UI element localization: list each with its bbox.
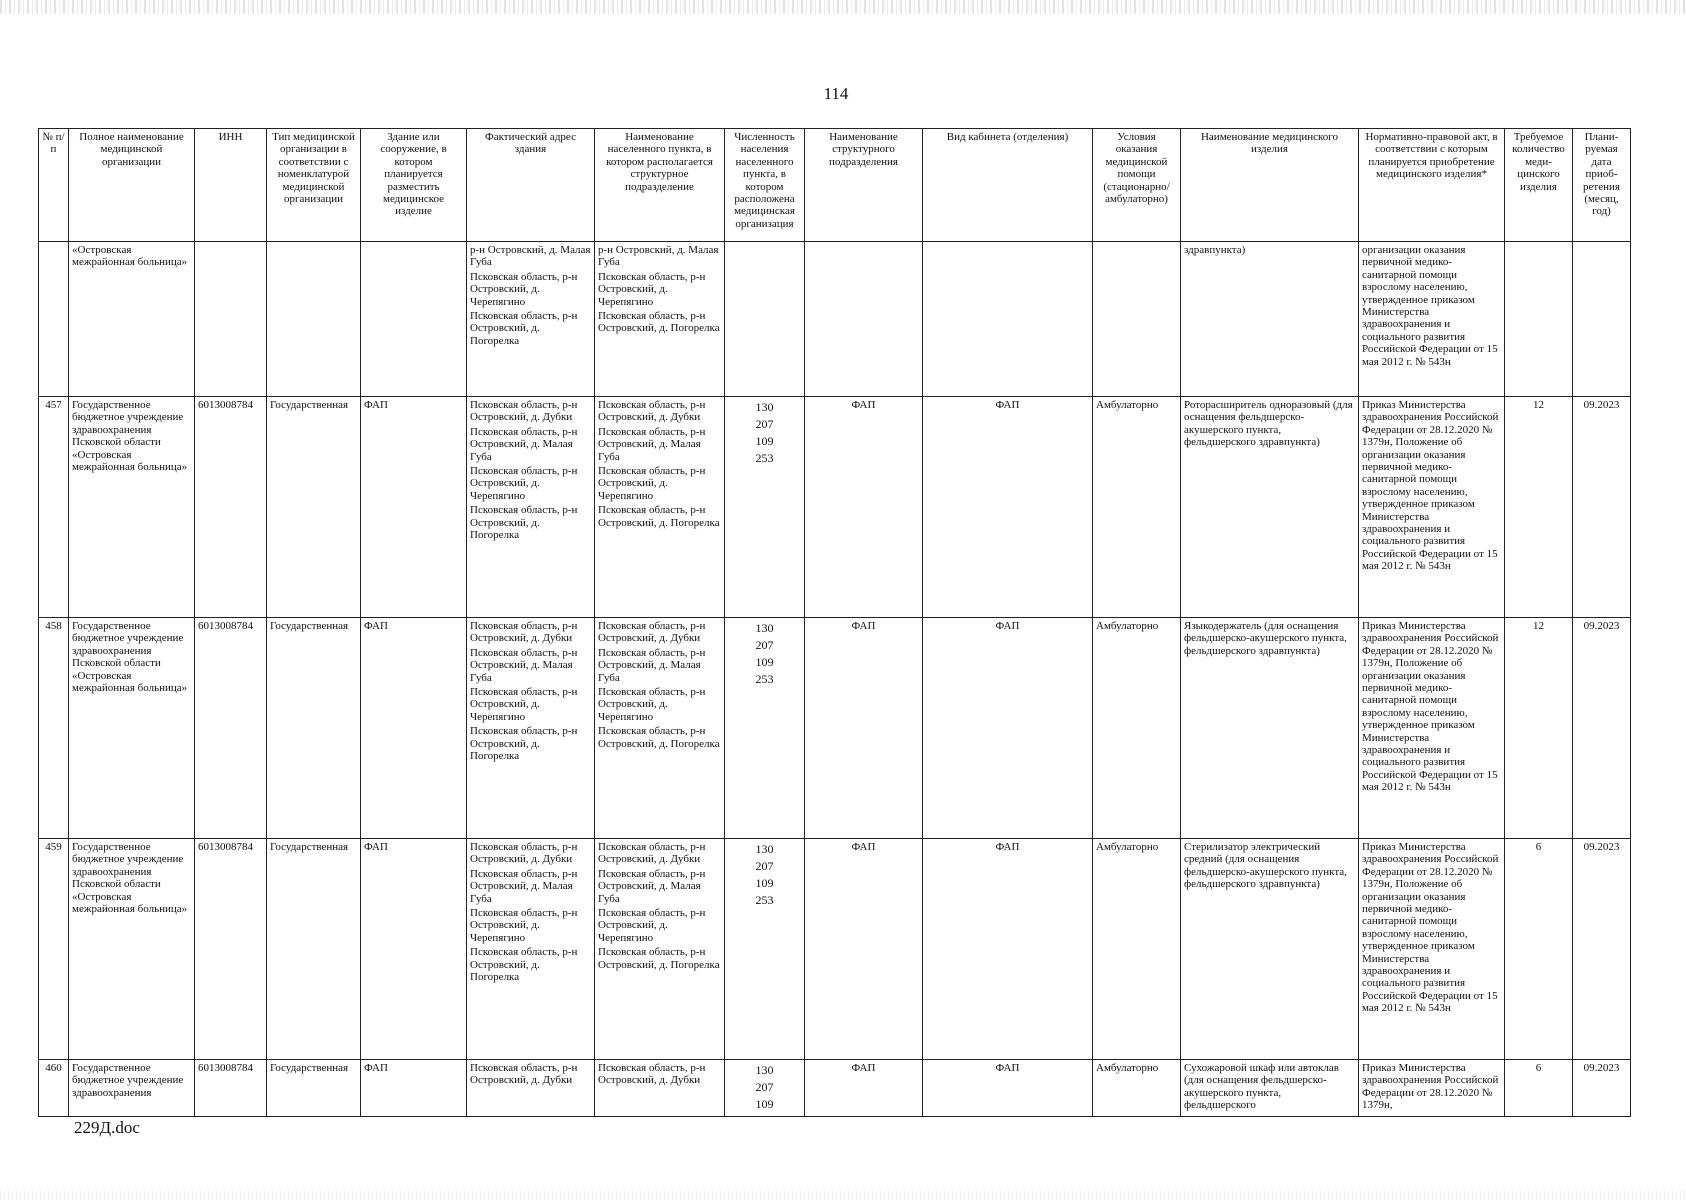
population-value: 109 [755,434,774,448]
settlement-line: Псковская область, р-н Островский, д. Погорелка [598,725,720,750]
address-line: Псковская область, р-н Островский, д. Малая Губа [470,867,578,905]
cell-act: организации оказания первичной медико-санитарной помощи взрослому населению, утвержденное приказом Министерства здравоохранения и социального развития Российской Федерации от 15 мая 2012 г. № 543н [1359,242,1505,397]
cell-building: ФАП [361,397,467,618]
cell-cabinet: ФАП [923,618,1093,839]
cell-division: ФАП [805,397,923,618]
cell-address [467,618,595,839]
settlement-line: Псковская область, р-н Островский, д. Малая Губа [598,867,706,905]
cell-num [39,242,69,397]
cell-population [725,242,805,397]
cell-inn: 6013008784 [195,618,267,839]
settlement-line: Псковская область, р-н Островский, д. Дубки [598,841,706,866]
header-cell: Наименование медицинского изделия [1181,129,1359,242]
table-row [39,618,1631,839]
cell-division: ФАП [805,1060,923,1117]
cell-population [725,397,805,618]
cell-inn [195,242,267,397]
address-line: Псковская область, р-н Островский, д. Малая Губа [470,425,578,463]
cell-device: Стерилизатор электрический средний (для оснащения фельдшерско-акушерского пункта, фельдшерского здравпункта) [1181,839,1359,1060]
cell-num: 459 [39,839,69,1060]
header-cell: Вид кабинета (отделения) [923,129,1093,242]
address-line: Псковская область, р-н Островский, д. Погорелка [470,310,578,347]
cell-date: 09.2023 [1573,839,1631,1060]
cell-address [467,839,595,1060]
address-line: Псковская область, р-н Островский, д. Погорелка [470,946,578,984]
settlement-line: Псковская область, р-н Островский, д. Погорелка [598,504,720,529]
cell-date: 09.2023 [1573,618,1631,839]
population-value: 130 [755,842,774,856]
scan-edge-bottom [0,1190,1686,1200]
cell-conditions: Амбулаторно [1093,839,1181,1060]
cell-org: «Островская межрайонная больница» [69,242,195,397]
cell-population [725,839,805,1060]
settlement-line: Псковская область, р-н Островский, д. Малая Губа [598,646,706,684]
cell-act: Приказ Министерства здравоохранения Российской Федерации от 28.12.2020 № 1379н, Положение об организации оказания первичной медико-санитарной помощи взрослому населению, утвержденное приказом Министерства здравоохранения и социального развития Российской Федерации от 15 мая 2012 г. № 543н [1359,397,1505,618]
cell-address [467,242,595,397]
header-cell: Нормативно-правовой акт, в соответствии с которым планируется приобретение медицинского изделия* [1359,129,1505,242]
cell-org: Государственное бюджетное учреждение здравоохранения [69,1060,195,1117]
cell-qty: 6 [1505,1060,1573,1117]
cell-device: Языкодержатель (для оснащения фельдшерско-акушерского пункта, фельдшерского здравпункта) [1181,618,1359,839]
cell-type: Государственная [267,1060,361,1117]
cell-type: Государственная [267,397,361,618]
cell-qty: 12 [1505,618,1573,839]
cell-num: 457 [39,397,69,618]
cell-inn: 6013008784 [195,397,267,618]
population-value: 253 [755,451,774,465]
cell-cabinet: ФАП [923,1060,1093,1117]
population-value: 109 [755,876,774,890]
address-line: Псковская область, р-н Островский, д. Дубки [470,620,578,645]
header-cell: Наименование населенного пункта, в котором располагается структурное подразделение [595,129,725,242]
cell-device: здравпункта) [1181,242,1359,397]
population-value: 130 [755,1063,774,1077]
cell-conditions: Амбулаторно [1093,618,1181,839]
cell-inn: 6013008784 [195,839,267,1060]
settlement-line: Псковская область, р-н Островский, д. Черепягино [598,270,706,308]
population-value: 109 [755,655,774,669]
cell-act: Приказ Министерства здравоохранения Российской Федерации от 28.12.2020 № 1379н, Положение об организации оказания первичной медико-санитарной помощи взрослому населению, утвержденное приказом Министерства здравоохранения и социального развития Российской Федерации от 15 мая 2012 г. № 543н [1359,839,1505,1060]
cell-building: ФАП [361,618,467,839]
cell-cabinet: ФАП [923,397,1093,618]
cell-device: Сухожаровой шкаф или автоклав (для оснащения фельдшерско-акушерского пункта, фельдшерского [1181,1060,1359,1117]
table-row [39,397,1631,618]
cell-population [725,618,805,839]
population-value: 109 [755,1097,774,1111]
cell-settlement [595,242,725,397]
population-value: 130 [755,621,774,635]
cell-type: Государственная [267,839,361,1060]
cell-division: ФАП [805,839,923,1060]
address-line: Псковская область, р-н Островский, д. Погорелка [470,725,578,763]
cell-building [361,242,467,397]
address-line: Псковская область, р-н Островский, д. Дубки [470,1062,578,1087]
population-value: 207 [755,859,774,873]
address-line: Псковская область, р-н Островский, д. Черепягино [470,465,578,502]
header-cell: Численность населения населенного пункта, в котором расположена медицинская организация [725,129,805,242]
address-line: Псковская область, р-н Островский, д. Дубки [470,841,578,866]
population-value: 253 [755,893,774,907]
population-value: 130 [755,400,774,414]
header-cell: Плани- руемая дата приоб- ретения (месяц, год) [1573,129,1631,242]
cell-building: ФАП [361,839,467,1060]
cell-address [467,1060,595,1117]
cell-conditions [1093,242,1181,397]
cell-conditions: Амбулаторно [1093,397,1181,618]
cell-population [725,1060,805,1117]
cell-division [805,242,923,397]
cell-qty: 12 [1505,397,1573,618]
settlement-line: Псковская область, р-н Островский, д. Дубки [598,620,706,645]
address-line: Псковская область, р-н Островский, д. Черепягино [470,686,578,723]
cell-address [467,397,595,618]
cell-settlement [595,1060,725,1117]
cell-conditions: Амбулаторно [1093,1060,1181,1117]
header-cell: ИНН [195,129,267,242]
population-value: 253 [755,672,774,686]
population-value: 207 [755,638,774,652]
address-line: Псковская область, р-н Островский, д. Черепягино [470,270,578,308]
scan-edge-top [0,0,1686,14]
settlement-line: Псковская область, р-н Островский, д. Погорелка [598,310,720,335]
cell-inn: 6013008784 [195,1060,267,1117]
cell-date: 09.2023 [1573,1060,1631,1117]
settlement-line: Псковская область, р-н Островский, д. Дубки [598,1062,706,1087]
table-row-continuation [39,242,1631,397]
cell-qty: 6 [1505,839,1573,1060]
header-cell: Тип медицинской организации в соответствии с номенклатурой медицинской организации [267,129,361,242]
settlement-line: Псковская область, р-н Островский, д. Погорелка [598,946,720,971]
header-cell: № п/п [39,129,69,242]
header-cell: Условия оказания медицинской помощи (стационарно/ амбулаторно) [1093,129,1181,242]
settlement-line: Псковская область, р-н Островский, д. Малая Губа [598,425,706,463]
header-cell: Здание или сооружение, в котором планируется разместить медицинское изделие [361,129,467,242]
cell-date: 09.2023 [1573,397,1631,618]
cell-settlement [595,839,725,1060]
address-line: Псковская область, р-н Островский, д. Черепягино [470,907,578,944]
address-line: Псковская область, р-н Островский, д. Малая Губа [470,646,578,684]
cell-type: Государственная [267,618,361,839]
cell-device: Роторасширитель одноразовый (для оснащения фельдшерско-акушерского пункта, фельдшерского здравпункта) [1181,397,1359,618]
header-cell: Полное наименование медицинской организации [69,129,195,242]
cell-division: ФАП [805,618,923,839]
table-row [39,839,1631,1060]
settlement-line: р-н Островский, д. Малая Губа [598,244,719,269]
header-cell: Требуемое количество меди- цинского изделия [1505,129,1573,242]
header-cell: Наименование структурного подразделения [805,129,923,242]
table-row [39,1060,1631,1117]
cell-settlement [595,618,725,839]
table-header-row [39,129,1631,242]
cell-act: Приказ Министерства здравоохранения Российской Федерации от 28.12.2020 № 1379н, Положение об организации оказания первичной медико-санитарной помощи взрослому населению, утвержденное приказом Министерства здравоохранения и социального развития Российской Федерации от 15 мая 2012 г. № 543н [1359,618,1505,839]
page-number: 114 [823,84,849,103]
settlement-line: Псковская область, р-н Островский, д. Дубки [598,399,706,424]
cell-org: Государственное бюджетное учреждение здравоохранения Псковской области «Островская межрайонная больница» [69,618,195,839]
cell-type [267,242,361,397]
cell-cabinet: ФАП [923,839,1093,1060]
cell-settlement [595,397,725,618]
settlement-line: Псковская область, р-н Островский, д. Черепягино [598,907,706,944]
settlement-line: Псковская область, р-н Островский, д. Черепягино [598,686,706,723]
address-line: Псковская область, р-н Островский, д. Дубки [470,399,578,424]
cell-qty [1505,242,1573,397]
header-cell: Фактический адрес здания [467,129,595,242]
population-value: 207 [755,417,774,431]
cell-num: 458 [39,618,69,839]
cell-act: Приказ Министерства здравоохранения Российской Федерации от 28.12.2020 № 1379н, [1359,1060,1505,1117]
address-line: Псковская область, р-н Островский, д. Погорелка [470,504,578,542]
procurement-table [38,128,1631,1117]
cell-org: Государственное бюджетное учреждение здравоохранения Псковской области «Островская межрайонная больница» [69,839,195,1060]
address-line: р-н Островский, д. Малая Губа [470,244,591,269]
document-filename: 229Д.doc [74,1118,140,1137]
population-value: 207 [755,1080,774,1094]
settlement-line: Псковская область, р-н Островский, д. Черепягино [598,465,706,502]
cell-building: ФАП [361,1060,467,1117]
cell-org: Государственное бюджетное учреждение здравоохранения Псковской области «Островская межрайонная больница» [69,397,195,618]
cell-cabinet [923,242,1093,397]
cell-date [1573,242,1631,397]
cell-num: 460 [39,1060,69,1117]
